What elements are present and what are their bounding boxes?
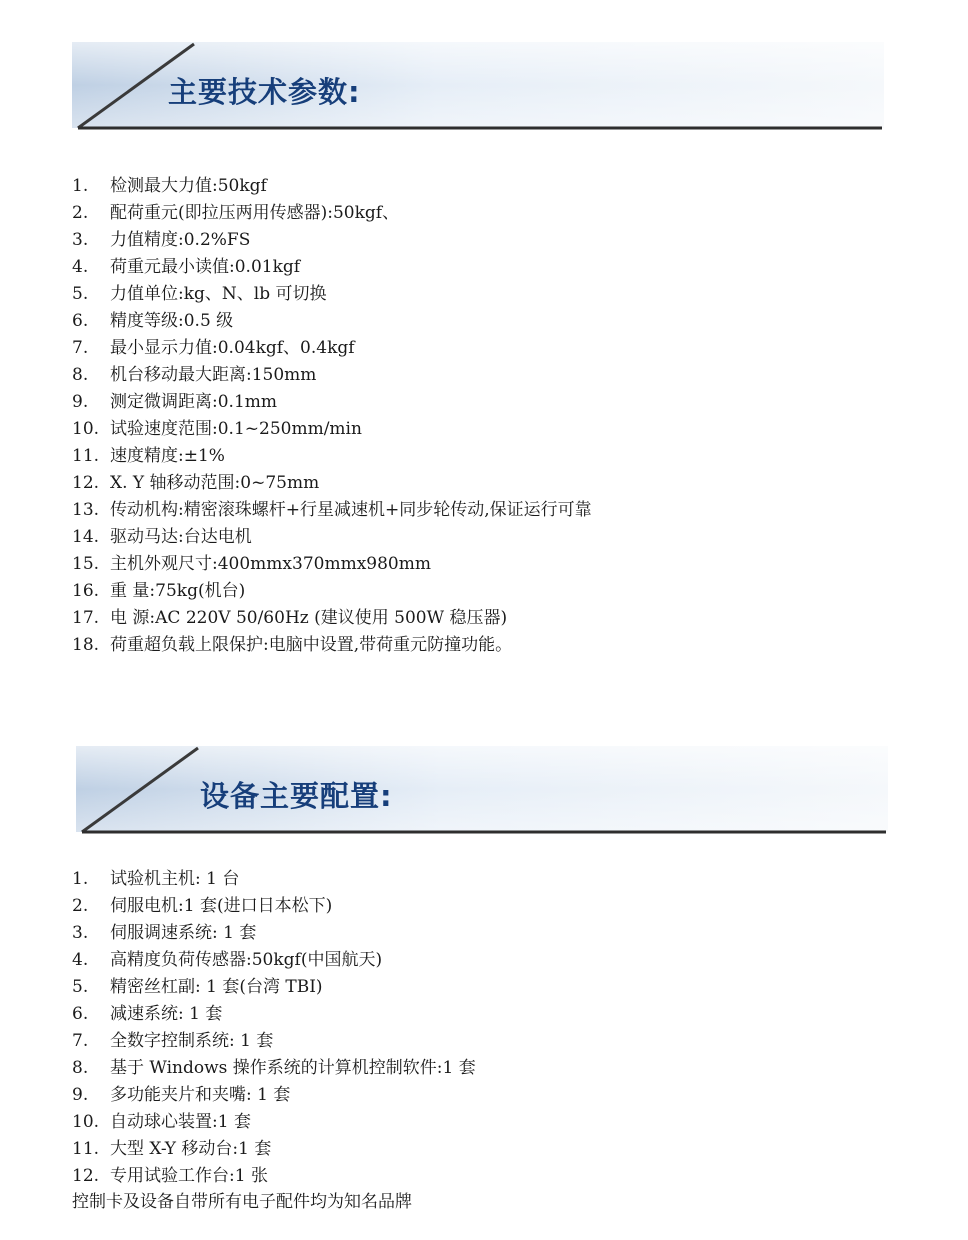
list-item: [72, 632, 592, 659]
list-item: [72, 1082, 476, 1109]
item-number: 10.: [72, 419, 100, 439]
item-text: 大型 X-Y 移动台:1 套: [110, 1139, 272, 1159]
list-item: [72, 524, 592, 551]
list-item: [72, 866, 476, 893]
item-text: 力值精度:0.2%FS: [110, 230, 251, 250]
item-text: 主机外观尺寸:400mmx370mmx980mm: [110, 554, 431, 574]
item-number: 9.: [72, 1085, 89, 1105]
list-item: [72, 362, 592, 389]
item-text: 伺服电机:1 套(进口日本松下): [110, 896, 333, 916]
item-number: 18.: [72, 635, 100, 655]
item-number: 7.: [72, 338, 89, 358]
item-text: 最小显示力值:0.04kgf、0.4kgf: [110, 338, 355, 358]
item-text: X. Y 轴移动范围:0~75mm: [110, 473, 320, 493]
item-number: 3.: [72, 923, 89, 943]
item-number: 17.: [72, 608, 100, 628]
tech-params-list: [72, 173, 592, 659]
list-item: [72, 443, 592, 470]
list-item: [72, 578, 592, 605]
brand-note: 控制卡及设备自带所有电子配件均为知名品牌: [72, 1192, 412, 1212]
item-text: 全数字控制系统: 1 套: [110, 1031, 274, 1051]
item-number: 13.: [72, 500, 100, 520]
list-item: [72, 1109, 476, 1136]
item-text: 专用试验工作台:1 张: [110, 1166, 268, 1186]
list-item: [72, 947, 476, 974]
item-text: 速度精度:±1%: [110, 446, 225, 466]
item-number: 11.: [72, 1139, 100, 1159]
item-number: 6.: [72, 1004, 89, 1024]
item-text: 驱动马达:台达电机: [110, 527, 252, 547]
list-item: [72, 1055, 476, 1082]
item-number: 5.: [72, 977, 89, 997]
item-text: 荷重超负载上限保护:电脑中设置,带荷重元防撞功能。: [110, 635, 513, 655]
item-text: 电 源:AC 220V 50/60Hz (建议使用 500W 稳压器): [110, 608, 508, 628]
item-number: 4.: [72, 257, 89, 277]
list-item: [72, 254, 592, 281]
list-item: [72, 200, 592, 227]
item-number: 5.: [72, 284, 89, 304]
list-item: [72, 335, 592, 362]
list-item: [72, 497, 592, 524]
item-text: 试验速度范围:0.1~250mm/min: [110, 419, 362, 439]
item-number: 9.: [72, 392, 89, 412]
list-item: [72, 173, 592, 200]
item-number: 10.: [72, 1112, 100, 1132]
list-item: [72, 1028, 476, 1055]
item-text: 传动机构:精密滚珠螺杆+行星减速机+同步轮传动,保证运行可靠: [110, 500, 592, 520]
item-number: 2.: [72, 896, 89, 916]
item-text: 力值单位:kg、N、lb 可切换: [110, 284, 327, 304]
section-banner-tech-params: [72, 42, 884, 132]
list-item: [72, 389, 592, 416]
configuration-list: [72, 866, 476, 1190]
item-text: 精密丝杠副: 1 套(台湾 TBI): [110, 977, 323, 997]
banner-graphic: [76, 746, 888, 836]
item-number: 4.: [72, 950, 89, 970]
item-text: 配荷重元(即拉压两用传感器):50kgf、: [110, 203, 400, 223]
item-number: 12.: [72, 473, 100, 493]
list-item: [72, 1001, 476, 1028]
item-text: 减速系统: 1 套: [110, 1004, 223, 1024]
list-item: [72, 1163, 476, 1190]
list-item: [72, 227, 592, 254]
item-number: 7.: [72, 1031, 89, 1051]
item-number: 15.: [72, 554, 100, 574]
list-item: [72, 1136, 476, 1163]
item-number: 8.: [72, 365, 89, 385]
item-number: 6.: [72, 311, 89, 331]
item-number: 16.: [72, 581, 100, 601]
item-text: 多功能夹片和夹嘴: 1 套: [110, 1085, 291, 1105]
item-text: 重 量:75kg(机台): [110, 581, 246, 601]
list-item: [72, 551, 592, 578]
section-title: 主要技术参数:: [168, 75, 361, 109]
item-text: 精度等级:0.5 级: [110, 311, 234, 331]
item-text: 基于 Windows 操作系统的计算机控制软件:1 套: [110, 1058, 476, 1078]
item-number: 1.: [72, 869, 89, 889]
item-number: 1.: [72, 176, 89, 196]
list-item: [72, 920, 476, 947]
item-text: 伺服调速系统: 1 套: [110, 923, 257, 943]
section-title: 设备主要配置:: [200, 779, 393, 813]
item-text: 高精度负荷传感器:50kgf(中国航天): [110, 950, 383, 970]
list-item: [72, 416, 592, 443]
item-text: 测定微调距离:0.1mm: [110, 392, 278, 412]
list-item: [72, 470, 592, 497]
item-number: 14.: [72, 527, 100, 547]
item-number: 2.: [72, 203, 89, 223]
item-text: 自动球心装置:1 套: [110, 1112, 251, 1132]
list-item: [72, 308, 592, 335]
list-item: [72, 974, 476, 1001]
item-text: 荷重元最小读值:0.01kgf: [110, 257, 301, 277]
list-item: [72, 281, 592, 308]
item-number: 11.: [72, 446, 100, 466]
list-item: [72, 893, 476, 920]
item-text: 检测最大力值:50kgf: [110, 176, 267, 196]
item-number: 8.: [72, 1058, 89, 1078]
section-banner-configuration: [76, 746, 888, 836]
item-text: 试验机主机: 1 台: [110, 869, 240, 889]
item-text: 机台移动最大距离:150mm: [110, 365, 317, 385]
item-number: 12.: [72, 1166, 100, 1186]
list-item: [72, 605, 592, 632]
item-number: 3.: [72, 230, 89, 250]
